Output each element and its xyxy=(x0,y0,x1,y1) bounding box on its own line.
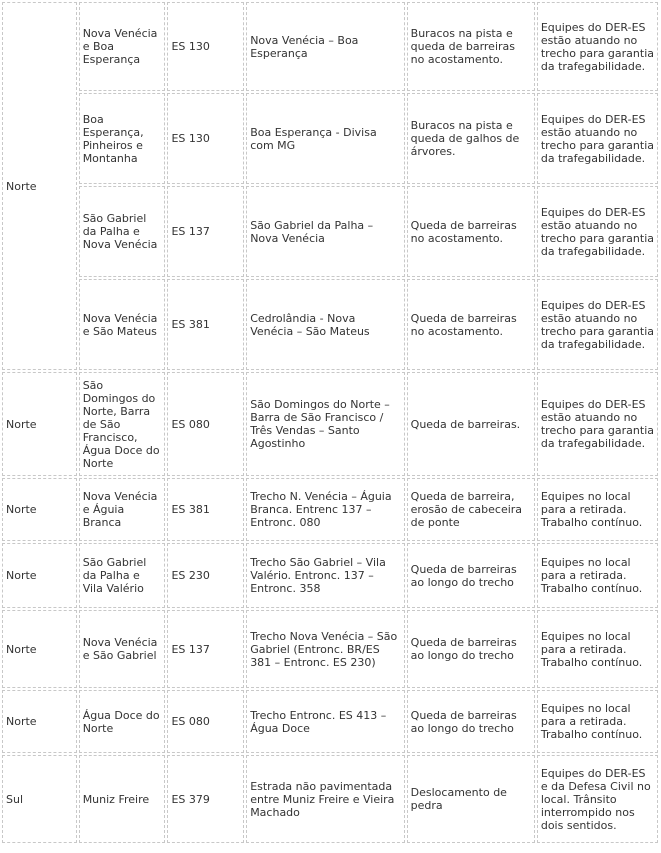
road-cell: ES 381 xyxy=(167,279,244,370)
problem-cell: Deslocamento de pedra xyxy=(407,755,535,843)
action-cell: Equipes do DER-ES estão atuando no trecho para garantia da trafegabilidade. xyxy=(537,372,658,476)
cities-cell: Boa Esperança, Pinheiros e Montanha xyxy=(79,93,166,184)
cities-cell: São Gabriel da Palha e Vila Valério xyxy=(79,543,166,608)
region-cell: Norte xyxy=(2,610,77,688)
problem-cell: Buracos na pista e queda de barreiras no acostamento. xyxy=(407,2,535,91)
cities-cell: Nova Venécia e São Mateus xyxy=(79,279,166,370)
cities-cell: Água Doce do Norte xyxy=(79,690,166,753)
road-cell: ES 379 xyxy=(167,755,244,843)
problem-cell: Queda de barreiras. xyxy=(407,372,535,476)
region-cell: Sul xyxy=(2,755,77,843)
problem-cell: Queda de barreiras ao longo do trecho xyxy=(407,610,535,688)
table-row xyxy=(2,2,658,91)
problem-cell: Queda de barreiras ao longo do trecho xyxy=(407,543,535,608)
cities-cell: Nova Venécia e Boa Esperança xyxy=(79,2,166,91)
action-cell: Equipes do DER-ES estão atuando no trecho para garantia da trafegabilidade. xyxy=(537,186,658,277)
problem-cell: Buracos na pista e queda de galhos de árvores. xyxy=(407,93,535,184)
cities-cell: Muniz Freire xyxy=(79,755,166,843)
problem-cell: Queda de barreiras ao longo do trecho xyxy=(407,690,535,753)
table-row xyxy=(2,610,658,688)
table-row xyxy=(2,478,658,541)
road-cell: ES 137 xyxy=(167,610,244,688)
region-cell: Norte xyxy=(2,2,77,370)
action-cell: Equipes do DER-ES e da Defesa Civil no local. Trânsito interrompido nos dois sentidos. xyxy=(537,755,658,843)
table-row xyxy=(2,690,658,753)
cities-cell: Nova Venécia e Águia Branca xyxy=(79,478,166,541)
segment-cell: São Domingos do Norte – Barra de São Francisco / Três Vendas – Santo Agostinho xyxy=(246,372,404,476)
road-cell: ES 080 xyxy=(167,372,244,476)
segment-cell: Cedrolândia - Nova Venécia – São Mateus xyxy=(246,279,404,370)
region-cell: Norte xyxy=(2,543,77,608)
cities-cell: Nova Venécia e São Gabriel xyxy=(79,610,166,688)
region-cell: Norte xyxy=(2,372,77,476)
segment-cell: Trecho Entronc. ES 413 – Água Doce xyxy=(246,690,404,753)
road-cell: ES 130 xyxy=(167,93,244,184)
table-row xyxy=(2,186,658,277)
road-cell: ES 080 xyxy=(167,690,244,753)
table-row xyxy=(2,755,658,843)
action-cell: Equipes no local para a retirada. Trabalho contínuo. xyxy=(537,610,658,688)
table-row xyxy=(2,279,658,370)
region-cell: Norte xyxy=(2,478,77,541)
segment-cell: Trecho N. Venécia – Águia Branca. Entrenc 137 – Entronc. 080 xyxy=(246,478,404,541)
segment-cell: Trecho Nova Venécia – São Gabriel (Entronc. BR/ES 381 – Entronc. ES 230) xyxy=(246,610,404,688)
region-cell: Norte xyxy=(2,690,77,753)
road-cell: ES 137 xyxy=(167,186,244,277)
road-cell: ES 381 xyxy=(167,478,244,541)
segment-cell: Trecho São Gabriel – Vila Valério. Entronc. 137 – Entronc. 358 xyxy=(246,543,404,608)
cities-cell: São Domingos do Norte, Barra de São Francisco, Água Doce do Norte xyxy=(79,372,166,476)
action-cell: Equipes no local para a retirada. Trabalho contínuo. xyxy=(537,478,658,541)
segment-cell: Estrada não pavimentada entre Muniz Freire e Vieira Machado xyxy=(246,755,404,843)
action-cell: Equipes do DER-ES estão atuando no trecho para garantia da trafegabilidade. xyxy=(537,93,658,184)
segment-cell: São Gabriel da Palha – Nova Venécia xyxy=(246,186,404,277)
segment-cell: Boa Esperança - Divisa com MG xyxy=(246,93,404,184)
table-row xyxy=(2,372,658,476)
problem-cell: Queda de barreiras no acostamento. xyxy=(407,279,535,370)
cities-cell: São Gabriel da Palha e Nova Venécia xyxy=(79,186,166,277)
action-cell: Equipes no local para a retirada. Trabalho contínuo. xyxy=(537,543,658,608)
action-cell: Equipes do DER-ES estão atuando no trecho para garantia da trafegabilidade. xyxy=(537,2,658,91)
action-cell: Equipes do DER-ES estão atuando no trecho para garantia da trafegabilidade. xyxy=(537,279,658,370)
problem-cell: Queda de barreira, erosão de cabeceira de ponte xyxy=(407,478,535,541)
road-cell: ES 230 xyxy=(167,543,244,608)
segment-cell: Nova Venécia – Boa Esperança xyxy=(246,2,404,91)
problem-cell: Queda de barreiras no acostamento. xyxy=(407,186,535,277)
table-row xyxy=(2,93,658,184)
road-cell: ES 130 xyxy=(167,2,244,91)
action-cell: Equipes no local para a retirada. Trabalho contínuo. xyxy=(537,690,658,753)
table-row xyxy=(2,543,658,608)
